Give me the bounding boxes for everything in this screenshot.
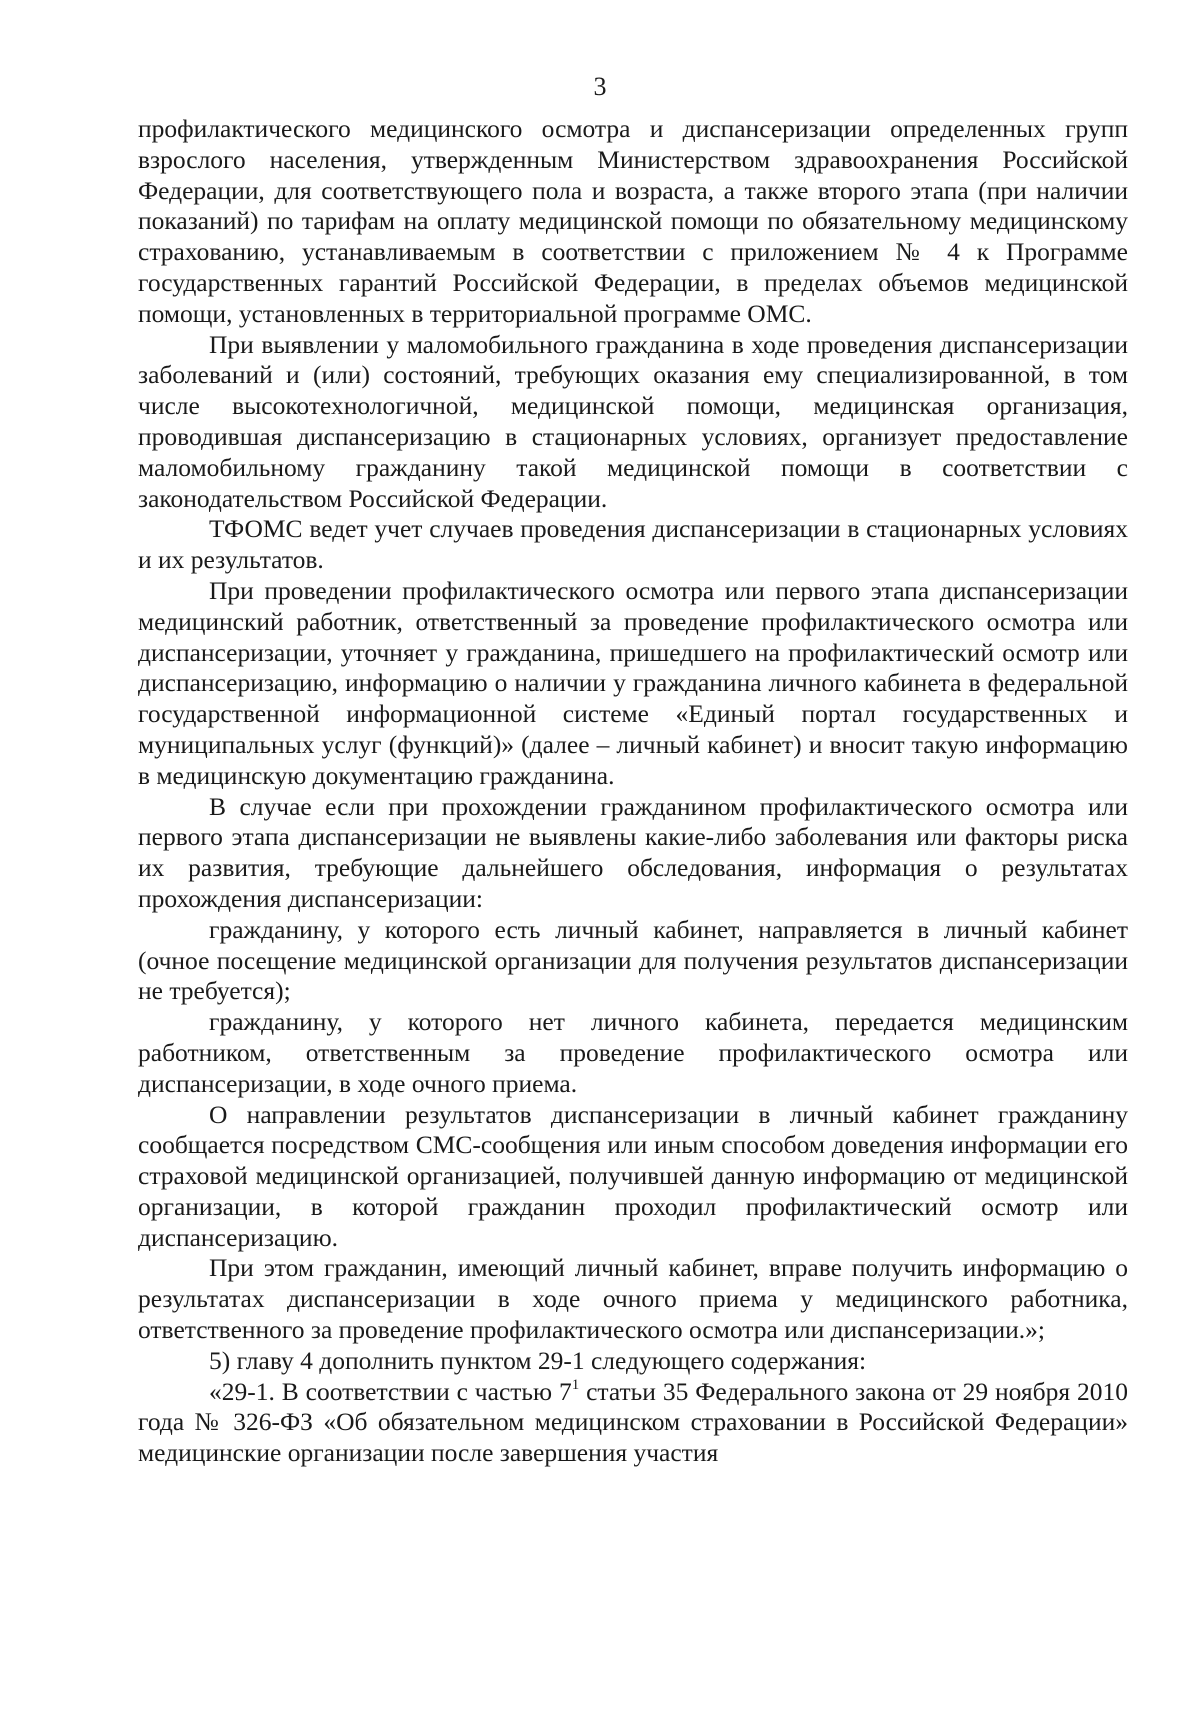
document-body bbox=[138, 114, 1128, 1469]
final-paragraph-end: статьи 35 Федерального закона от 29 ноября 2010 года № 326-ФЗ «Об обязательном медицинском страховании в Российской Федерации» медицинские организации после завершения участия bbox=[138, 1376, 1128, 1468]
paragraph: При выявлении у маломобильного гражданина в ходе проведения диспансеризации заболеваний и (или) состояний, требующих оказания ему специализированной, в том числе высокотехнологичной, медицинской помощи, медицинская организация, проводившая диспансеризацию в стационарных условиях, организует предоставление маломобильному гражданину такой медицинской помощи в соответствии с законодательством Российской Федерации. bbox=[138, 329, 1128, 513]
paragraph: гражданину, у которого нет личного кабинета, передается медицинским работником, ответственным за проведение профилактического осмотра или диспансеризации, в ходе очного приема. bbox=[138, 1007, 1128, 1098]
superscript-index: 1 bbox=[571, 1376, 580, 1393]
final-paragraph-start: «29-1. В соответствии с частью 7 bbox=[209, 1376, 572, 1406]
paragraph: При проведении профилактического осмотра или первого этапа диспансеризации медицинский работник, ответственный за проведение профилактического осмотра или диспансеризации, уточняет у гражданина, пришедшего на профилактический осмотр или диспансеризацию, информацию о наличии у гражданина личного кабинета в федеральной государственной информационной системе «Единый портал государственных и муниципальных услуг (функций)» (далее – личный кабинет) и вносит такую информацию в медицинскую документацию гражданина. bbox=[138, 575, 1128, 790]
paragraph: В случае если при прохождении гражданином профилактического осмотра или первого этапа диспансеризации не выявлены какие-либо заболевания или факторы риска их развития, требующие дальнейшего обследования, информация о результатах прохождения диспансеризации: bbox=[138, 791, 1128, 913]
final-paragraph bbox=[138, 1377, 1128, 1469]
paragraph: 5) главу 4 дополнить пунктом 29-1 следующего содержания: bbox=[209, 1345, 867, 1375]
page-number: 3 bbox=[593, 72, 607, 101]
paragraph: При этом гражданин, имеющий личный кабинет, вправе получить информацию о результатах диспансеризации в ходе очного приема у медицинского работника, ответственного за проведение профилактического осмотра или диспансеризации.»; bbox=[138, 1253, 1128, 1345]
paragraph: О направлении результатов диспансеризации в личный кабинет гражданину сообщается посредством СМС-сообщения или иным способом доведения информации его страховой медицинской организацией, получившей данную информацию от медицинской организации, в которой гражданин проходил профилактический осмотр или диспансеризацию. bbox=[138, 1099, 1128, 1252]
paragraph: гражданину, у которого есть личный кабинет, направляется в личный кабинет (очное посещение медицинской организации для получения результатов диспансеризации не требуется); bbox=[138, 914, 1128, 1006]
paragraph: ТФОМС ведет учет случаев проведения диспансеризации в стационарных условиях и их результатов. bbox=[138, 514, 1128, 575]
paragraph: профилактического медицинского осмотра и диспансеризации определенных групп взрослого населения, утвержденным Министерством здравоохранения Российской Федерации, для соответствующего пола и возраста, а также второго этапа (при наличии показаний) по тарифам на оплату медицинской помощи по обязательному медицинскому страхованию, устанавливаемым в соответствии с приложением № 4 к Программе государственных гарантий Российской Федерации, в пределах объемов медицинской помощи, установленных в территориальной программе ОМС. bbox=[138, 114, 1128, 328]
